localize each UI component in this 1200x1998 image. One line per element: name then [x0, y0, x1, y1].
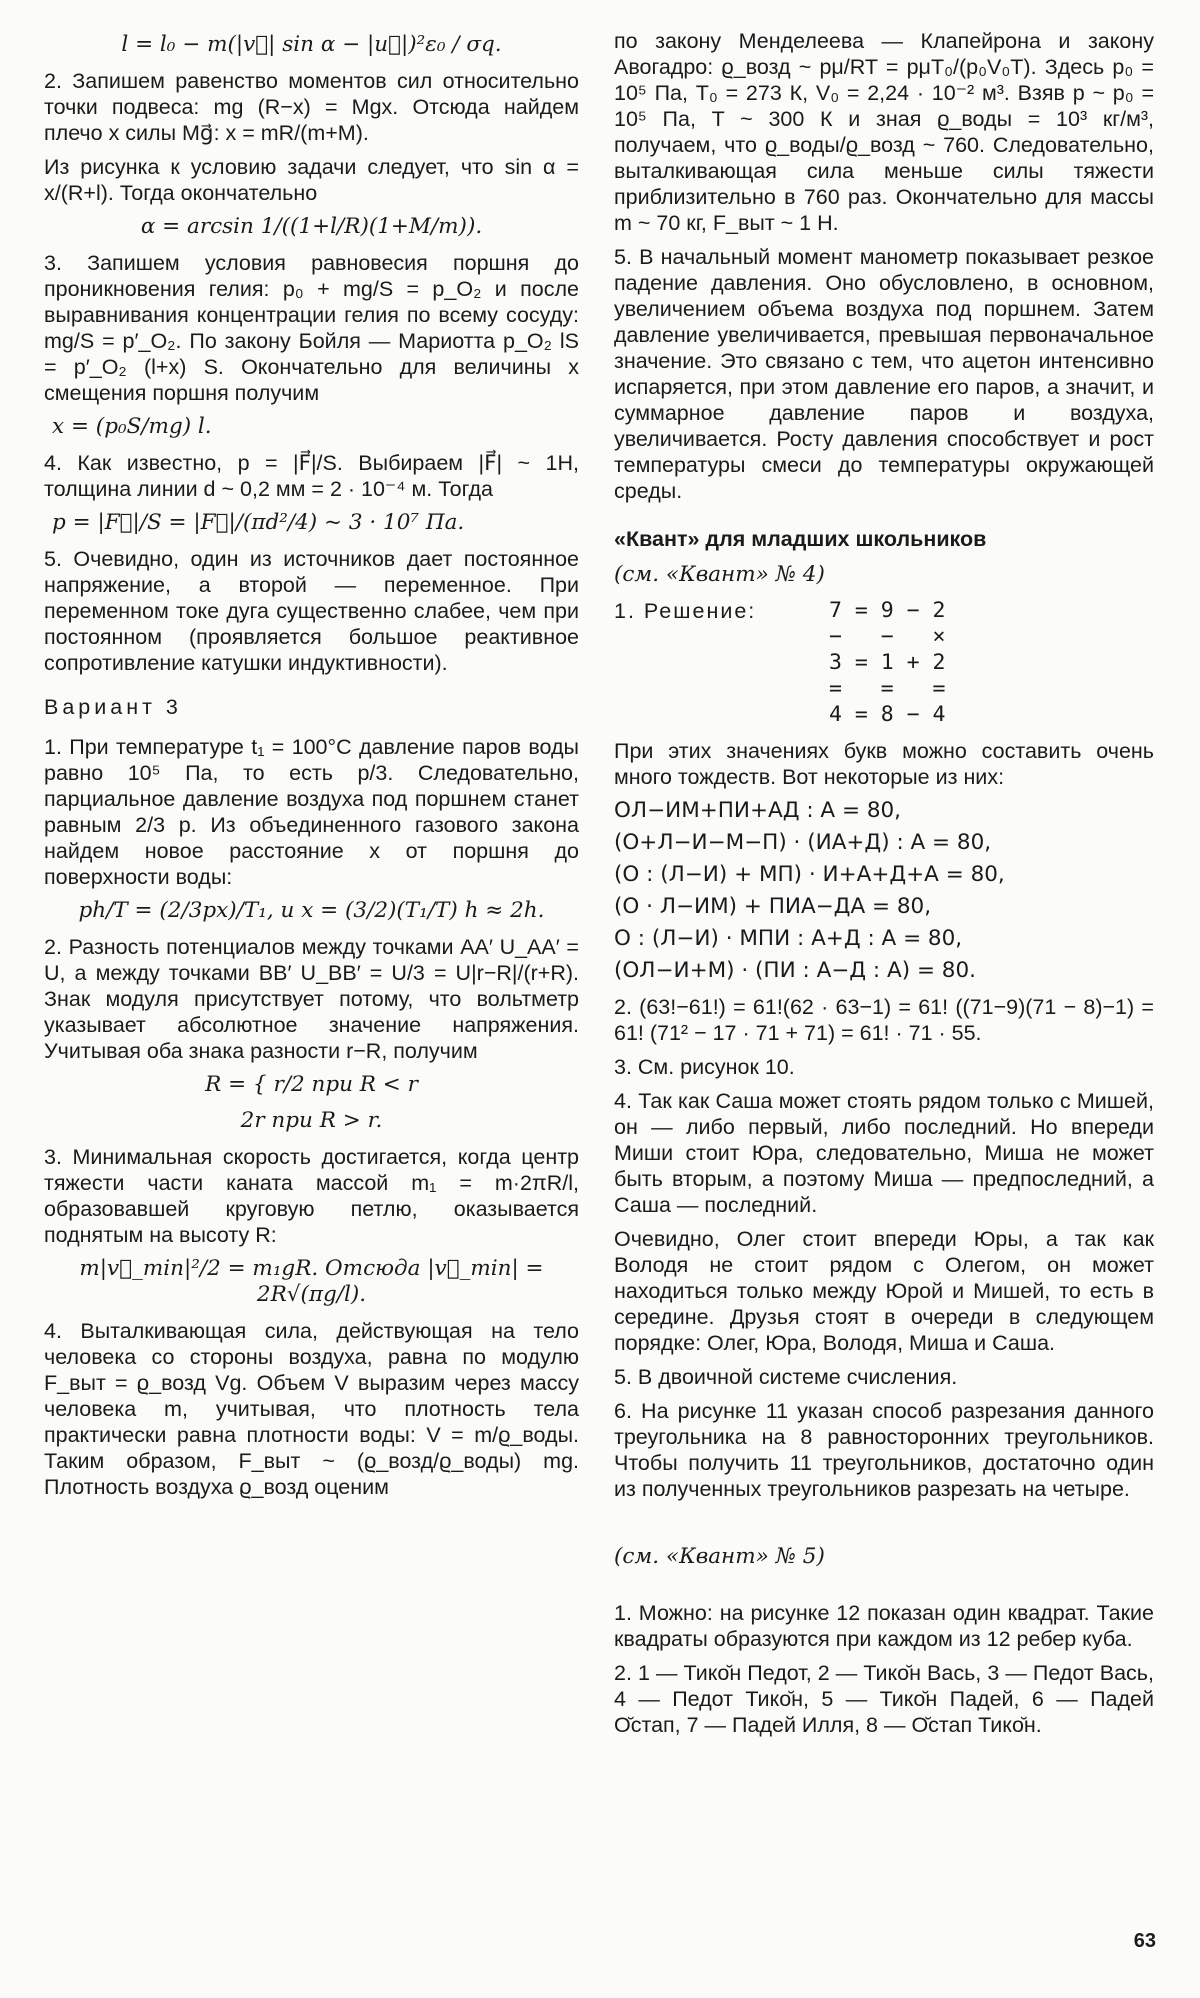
formula-R-case-2: 2r при R > r.: [240, 1108, 383, 1133]
formula-x: x = (p₀S/mg) l.: [52, 414, 212, 439]
identity-6: (ОЛ−И+М) · (ПИ : А−Д : А) = 80.: [614, 958, 976, 983]
identity-4: (О · Л−ИМ) + ПИА−ДА = 80,: [614, 894, 932, 919]
formula-alpha: α = arcsin 1/((1+l/R)(1+M/m)).: [140, 214, 483, 239]
answer-4-text: 4. Как известно, p = |F⃗|/S. Выбираем |F⃗| ~ 1H, толщина линии d ~ 0,2 мм = 2 · 10⁻⁴ м. Тогда: [44, 451, 579, 501]
answer-5-text: 5. Очевидно, один из источников дает постоянное напряжение, а второй — переменное. При переменном токе дуга существенно слабее, чем при постоянном (проявляется большое реактивное сопротивление катушки индуктивности).: [44, 547, 579, 675]
right-answer-5: 5. В начальный момент манометр показывает резкое падение давления. Оно обусловлено, в основном, увеличением объема воздуха под поршнем. Затем давление увеличивается, превышая первоначальное значение. Это связано с тем, что ацетон интенсивно испаряется, при этом давление его паров, а значит, и суммарное давление паров и воздуха, увеличивается. Росту давления способствует и рост температуры смеси до температуры окружающей среды.: [614, 245, 1154, 503]
variant-answer-1: 1. При температуре t₁ = 100°C давление паров воды равно 10⁵ Па, то есть p/3. Следовательно, парциальное давление воздуха под поршнем станет равным 2/3 p. Из объединенного газового закона найдем новое расстояние x от поршня до поверхности воды:: [44, 735, 579, 889]
identity-list: [614, 798, 1154, 984]
reference-issue-5: (см. «Квант» № 5): [614, 1544, 825, 1569]
reference-issue-4: (см. «Квант» № 4): [614, 562, 825, 587]
answer-3-text: 3. Запишем условия равновесия поршня до проникновения гелия: p₀ + mg/S = p_O₂ и после выравнивания концентрации гелия по всему сосуду: mg/S = p′_O₂. По закону Бойля — Мариотта p_O₂ lS = p′_O₂ (l+x) S. Окончательно для величины x смещения поршня получим: [44, 251, 579, 405]
identity-2: (О+Л−И−М−П) · (ИА+Д) : А = 80,: [614, 830, 992, 855]
left-column: [44, 28, 579, 1508]
identity-5: О : (Л−И) · МПИ : А+Д : А = 80,: [614, 926, 963, 951]
answer-2-text-b: Из рисунка к условию задачи следует, что sin α = x/(R+l). Тогда окончательно: [44, 155, 579, 205]
junior-answer-3: 3. См. рисунок 10.: [614, 1055, 795, 1079]
solution-grid: 7 = 9 − 2 − − × 3 = 1 + 2 = = = 4 = 8 − 4: [829, 598, 946, 727]
right-column: [614, 28, 1154, 1746]
answer-2-text: 2. Запишем равенство моментов сил относительно точки подвеса: mg (R−x) = Mgx. Отсюда найдем плечо x силы Mg⃗: x = mR/(m+M).: [44, 69, 579, 145]
junior-answer-2: 2. (63!−61!) = 61!(62 · 63−1) = 61! ((71−9)(71 − 8)−1) = 61! (71² − 17 · 71 + 71) = 61! · 71 · 55.: [614, 995, 1154, 1045]
variant-answer-3: 3. Минимальная скорость достигается, когда центр тяжести части каната массой m₁ = m·2πR/l, образовавшей круговую петлю, оказывается поднятым на высоту R:: [44, 1145, 579, 1247]
formula-R-case-1: R = { r/2 при R < r: [205, 1072, 418, 1097]
junior-answer-6: 6. На рисунке 11 указан способ разрезания данного треугольника на 8 равносторонних треугольников. Чтобы получить 11 треугольников, достаточно один из полученных треугольников разрезать на четыре.: [614, 1399, 1154, 1501]
variant-heading: Вариант 3: [44, 695, 182, 719]
identities-intro: При этих значениях букв можно составить очень много тождеств. Вот некоторые из них:: [614, 739, 1154, 789]
issue5-answer-1: 1. Можно: на рисунке 12 показан один квадрат. Такие квадраты образуются при каждом из 12 ребер куба.: [614, 1601, 1154, 1651]
formula-v3: m|v⃗_min|²/2 = m₁gR. Отсюда |v⃗_min| = 2R√(πg/l).: [79, 1256, 544, 1307]
junior-answer-4b: Очевидно, Олег стоит впереди Юры, а так как Володя не стоит рядом с Олегом, он может находиться только между Юрой и Мишей, то есть в середине. Друзья стоят в очереди в следующем порядке: Олег, Юра, Володя, Миша и Саша.: [614, 1227, 1154, 1355]
continued-text: по закону Менделеева — Клапейрона и закону Авогадро: ϱ_возд ~ pμ/RT = pμT₀/(p₀V₀T). Здесь p₀ = 10⁵ Па, T₀ = 273 К, V₀ = 2,24 · 10⁻² м³. Взяв p ~ p₀ = 10⁵ Па, T ~ 300 К и зная ϱ_воды = 10³ кг/м³, получаем, что ϱ_воды/ϱ_возд ~ 760. Следовательно, выталкивающая сила меньше силы тяжести приблизительно в 760 раз. Окончательно для массы m ~ 70 кг, F_выт ~ 1 Н.: [614, 29, 1154, 235]
junior-answer-5: 5. В двоичной системе счисления.: [614, 1365, 958, 1389]
solution-label: 1. Решение:: [614, 599, 757, 623]
identity-1: ОЛ−ИМ+ПИ+АД : А = 80,: [614, 798, 902, 823]
formula-v1: ph/T = (2/3px)/T₁, и x = (3/2)(T₁/T) h ≈ 2h.: [78, 898, 545, 923]
formula-l: l = l₀ − m(|v⃗| sin α − |u⃗|)²ε₀ / σq.: [121, 32, 502, 57]
variant-answer-4: 4. Выталкивающая сила, действующая на тело человека со стороны воздуха, равна по модулю F_выт = ϱ_возд Vg. Объем V выразим через массу человека m, учитывая, что плотность тела практически равна плотности воды: V = m/ϱ_воды. Таким образом, F_выт ~ (ϱ_возд/ϱ_воды) mg. Плотность воздуха ϱ_возд оценим: [44, 1319, 579, 1499]
issue5-answer-2: 2. 1 — Тико̆н Педот, 2 — Тико̆н Вась, 3 — Педот Вась, 4 — Педот Тико̆н, 5 — Тико̆н Падей, 6 — Падей О̆стап, 7 — Падей Илля, 8 — О̆стап Тико̆н.: [614, 1661, 1154, 1737]
puzzle-solution: [614, 598, 1154, 728]
junior-answer-4: 4. Так как Саша может стоять рядом только с Мишей, он — либо первый, либо последний. Но впереди Миши стоит Юра, следовательно, Миша не может быть вторым, а поэтому Миша — предпоследний, а Саша — последний.: [614, 1089, 1154, 1217]
variant-answer-2: 2. Разность потенциалов между точками AA′ U_AA′ = U, а между точками BB′ U_BB′ = U/3 = U|r−R|/(r+R). Знак модуля присутствует потому, что вольтметр указывает абсолютное значение напряжения. Учитывая оба знака разности r−R, получим: [44, 935, 579, 1063]
section-heading: «Квант» для младших школьников: [614, 527, 987, 551]
formula-p: p = |F⃗|/S = |F⃗|/(πd²/4) ~ 3 · 10⁷ Па.: [52, 510, 465, 535]
identity-3: (О : (Л−И) + МП) · И+А+Д+А = 80,: [614, 862, 1005, 887]
page-number: 63: [1133, 1930, 1156, 1952]
